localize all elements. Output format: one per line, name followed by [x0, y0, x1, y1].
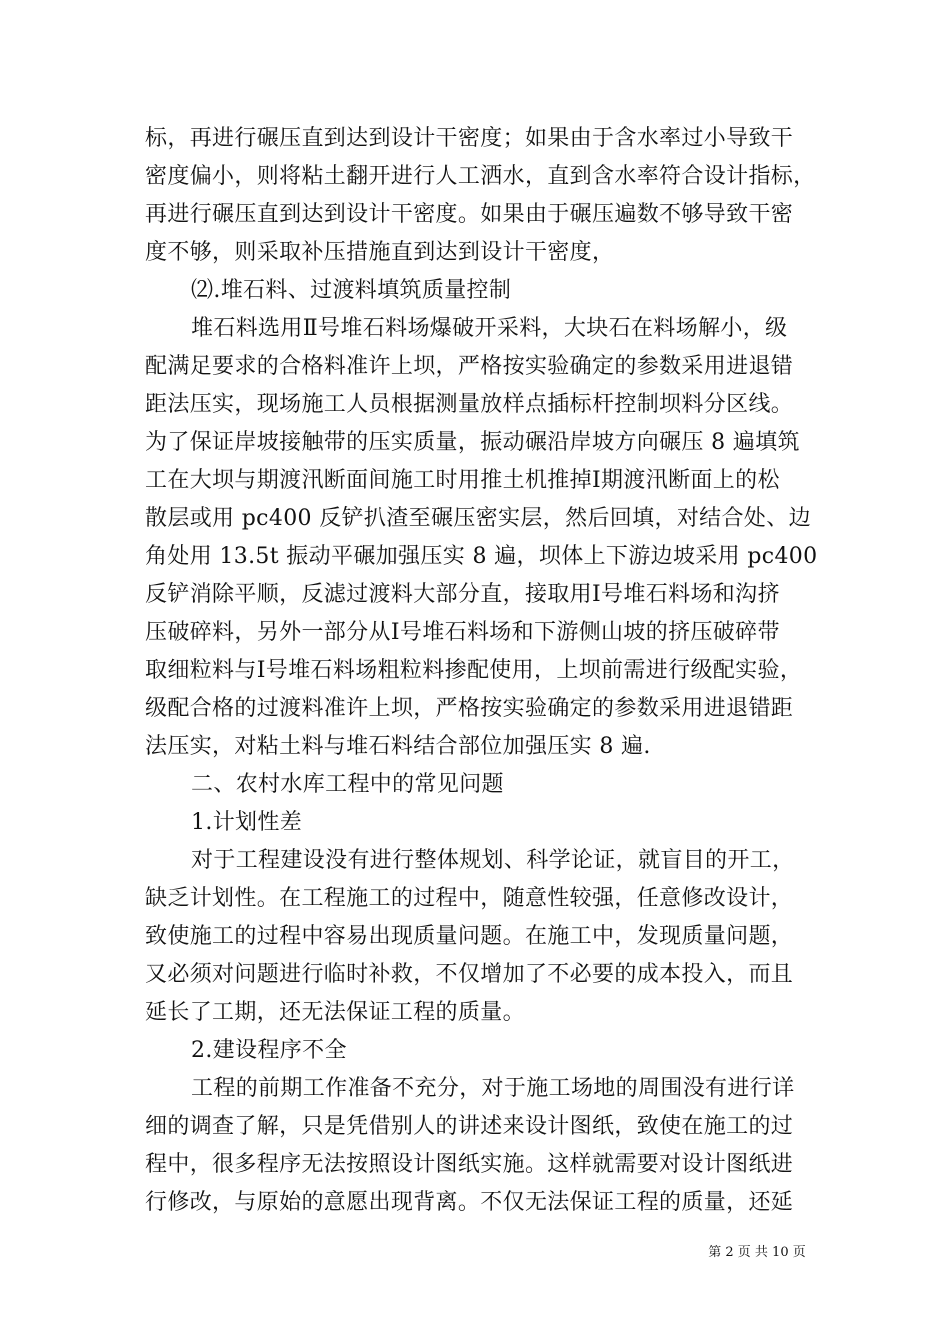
- subsection-heading: 1.计划性差: [191, 810, 303, 835]
- text-line: 程中，很多程序无法按照设计图纸实施。这样就需要对设计图纸进: [145, 1152, 794, 1177]
- text-line: 压破碎料，另外一部分从Ⅰ号堆石料场和下游侧山坡的挤压破碎带: [145, 620, 780, 645]
- page-number: 第 2 页 共 10 页: [708, 1245, 806, 1260]
- page-footer: [0, 1245, 950, 1261]
- text-line: 行修改，与原始的意愿出现背离。不仅无法保证工程的质量，还延: [145, 1190, 794, 1215]
- section-heading: ⑵.堆石料、过渡料填筑质量控制: [191, 278, 512, 303]
- subsection-heading: 2.建设程序不全: [191, 1038, 347, 1063]
- text-line: 法压实，对粘土料与堆石料结合部位加强压实 8 遍.: [145, 734, 651, 759]
- text-line: 级配合格的过渡料准许上坝，严格按实验确定的参数采用进退错距: [145, 696, 794, 721]
- text-line: 反铲消除平顺，反滤过渡料大部分直，接取用Ⅰ号堆石料场和沟挤: [145, 582, 780, 607]
- text-line: 再进行碾压直到达到设计干密度。如果由于碾压遍数不够导致干密: [145, 202, 794, 227]
- text-line: 角处用 13.5t 振动平碾加强压实 8 遍，坝体上下游边坡采用 pc400: [145, 544, 818, 569]
- text-line: 工程的前期工作准备不充分，对于施工场地的周围没有进行详: [191, 1076, 795, 1101]
- text-line: 细的调查了解，只是凭借别人的讲述来设计图纸，致使在施工的过: [145, 1114, 794, 1139]
- text-line: 致使施工的过程中容易出现质量问题。在施工中，发现质量问题，: [145, 924, 794, 949]
- text-line: 为了保证岸坡接触带的压实质量，振动碾沿岸坡方向碾压 8 遍填筑: [145, 430, 800, 455]
- text-line: 散层或用 pc400 反铲扒渣至碾压密实层，然后回填，对结合处、边: [145, 506, 811, 531]
- text-line: 又必须对问题进行临时补救，不仅增加了不必要的成本投入，而且: [145, 962, 794, 987]
- text-line: 密度偏小，则将粘土翻开进行人工洒水，直到含水率符合设计指标，: [145, 164, 816, 189]
- text-line: 取细粒料与Ⅰ号堆石料场粗粒料掺配使用，上坝前需进行级配实验，: [145, 658, 803, 683]
- text-line: 堆石料选用Ⅱ号堆石料场爆破开采料，大块石在料场解小，级: [191, 316, 788, 341]
- text-line: 标，再进行碾压直到达到设计干密度；如果由于含水率过小导致干: [145, 126, 794, 151]
- text-line: 延长了工期，还无法保证工程的质量。: [145, 1000, 525, 1025]
- text-line: 度不够，则采取补压措施直到达到设计干密度，: [145, 240, 615, 265]
- text-line: 配满足要求的合格料准许上坝，严格按实验确定的参数采用进退错: [145, 354, 794, 379]
- text-line: 缺乏计划性。在工程施工的过程中，随意性较强，任意修改设计，: [145, 886, 794, 911]
- text-line: 对于工程建设没有进行整体规划、科学论证，就盲目的开工，: [191, 848, 795, 873]
- section-heading: 二、农村水库工程中的常见问题: [191, 772, 504, 797]
- text-line: 距法压实，现场施工人员根据测量放样点插标杆控制坝料分区线。: [145, 392, 794, 417]
- text-line: 工在大坝与期渡汛断面间施工时用推土机推掉Ⅰ期渡汛断面上的松: [145, 468, 780, 493]
